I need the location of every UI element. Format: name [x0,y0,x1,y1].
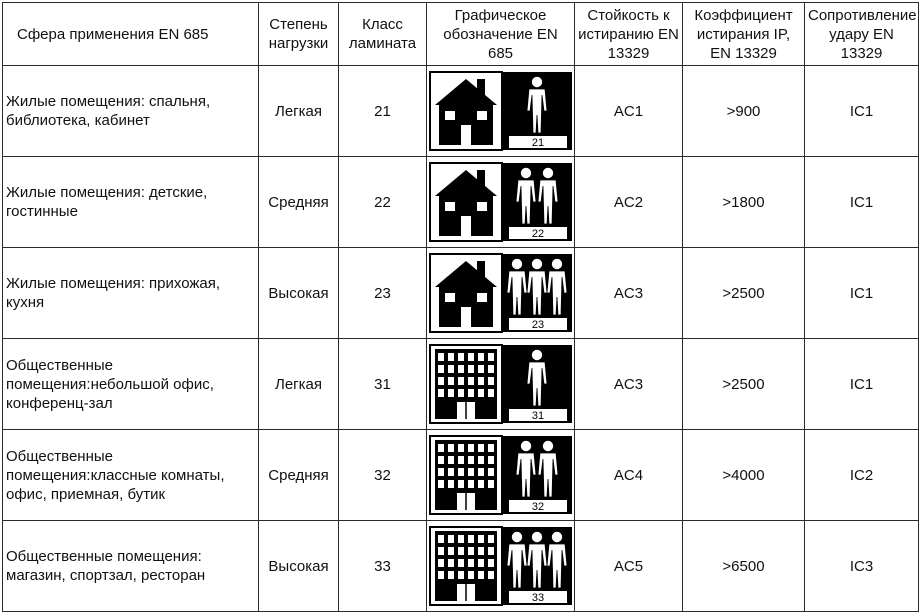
ip-cell: >1800 [683,157,805,248]
load-cell: Легкая [259,66,339,157]
en685-symbol [429,253,573,333]
people-icon [503,527,572,605]
impact-cell: IC1 [805,248,919,339]
table-row [3,248,919,339]
impact-cell: IC1 [805,339,919,430]
en685-symbol [429,526,573,606]
table-row [3,339,919,430]
class-cell: 22 [339,157,427,248]
people-icon [503,163,572,241]
abrasion-cell: AC1 [575,66,683,157]
abrasion-cell: AC5 [575,521,683,612]
load-cell: Высокая [259,248,339,339]
ip-cell: >900 [683,66,805,157]
header-ip: Коэффициент истирания IP, EN 13329 [683,3,805,66]
abrasion-cell: AC4 [575,430,683,521]
office-building-icon [430,436,502,514]
symbol-class-label: 31 [531,410,544,422]
symbol-cell [427,521,575,612]
symbol-cell [427,339,575,430]
sphere-cell: Жилые помещения: спальня, библиотека, кабинет [3,66,259,157]
table-row [3,66,919,157]
en685-symbol [429,435,573,515]
abrasion-cell: AC2 [575,157,683,248]
class-cell: 33 [339,521,427,612]
symbol-class-label: 32 [531,501,544,513]
load-cell: Средняя [259,430,339,521]
impact-cell: IC1 [805,157,919,248]
sphere-cell: Жилые помещения: прихожая, кухня [3,248,259,339]
impact-cell: IC1 [805,66,919,157]
en685-symbol [429,344,573,424]
en685-symbol [429,71,573,151]
sphere-cell: Общественные помещения:небольшой офис, конференц-зал [3,339,259,430]
people-icon [503,345,572,423]
class-cell: 31 [339,339,427,430]
ip-cell: >6500 [683,521,805,612]
office-building-icon [430,345,502,423]
header-symbol: Графическое обозначение EN 685 [427,3,575,66]
impact-cell: IC3 [805,521,919,612]
laminate-classes-table [2,2,919,612]
en685-symbol [429,162,573,242]
header-abrasion: Стойкость к истиранию EN 13329 [575,3,683,66]
header-class: Класс ламината [339,3,427,66]
people-icon [503,72,572,150]
sphere-cell: Общественные помещения:классные комнаты, офис, приемная, бутик [3,430,259,521]
load-cell: Средняя [259,157,339,248]
ip-cell: >2500 [683,339,805,430]
class-cell: 21 [339,66,427,157]
symbol-cell [427,66,575,157]
class-cell: 23 [339,248,427,339]
header-load: Степень нагрузки [259,3,339,66]
header-impact: Сопротивление удару EN 13329 [805,3,919,66]
load-cell: Высокая [259,521,339,612]
header-row [3,3,919,66]
symbol-class-label: 21 [531,137,544,149]
symbol-cell [427,157,575,248]
table-row [3,430,919,521]
sphere-cell: Жилые помещения: детские, гостинные [3,157,259,248]
symbol-class-label: 22 [531,228,544,240]
house-icon [430,254,502,332]
house-icon [430,163,502,241]
table-row [3,521,919,612]
symbol-class-label: 33 [531,592,544,604]
table-row [3,157,919,248]
load-cell: Легкая [259,339,339,430]
people-icon [503,436,572,514]
sphere-cell: Общественные помещения: магазин, спортзал, ресторан [3,521,259,612]
class-cell: 32 [339,430,427,521]
abrasion-cell: AC3 [575,339,683,430]
impact-cell: IC2 [805,430,919,521]
ip-cell: >4000 [683,430,805,521]
symbol-cell [427,430,575,521]
symbol-class-label: 23 [531,319,544,331]
people-icon [503,254,572,332]
house-icon [430,72,502,150]
office-building-icon [430,527,502,605]
symbol-cell [427,248,575,339]
ip-cell: >2500 [683,248,805,339]
header-sphere: Сфера применения EN 685 [3,3,259,66]
abrasion-cell: AC3 [575,248,683,339]
